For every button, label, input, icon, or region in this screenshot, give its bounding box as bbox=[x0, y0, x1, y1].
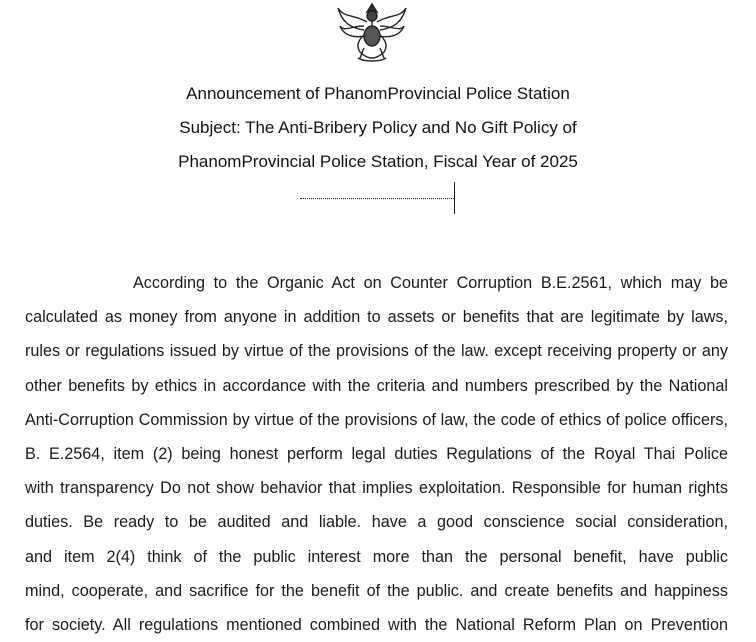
body-line: and item 2(4) think of the public interest more than the personal benefit, have public bbox=[25, 547, 728, 566]
body-line: rules or regulations issued by virtue of the provisions of the law. except receiving property or any bbox=[25, 342, 728, 361]
body-line: calculated as money from anyone in addition to assets or benefits that are legitimate by laws, bbox=[25, 308, 728, 327]
body-line: duties. Be ready to be audited and liable. have a good conscience social consideration, bbox=[25, 513, 728, 532]
announcement-body[interactable] bbox=[25, 266, 728, 642]
announcement-heading bbox=[0, 77, 756, 179]
body-line: mind, cooperate, and sacrifice for the benefit of the public. and create benefits and happiness bbox=[25, 581, 728, 600]
text-cursor bbox=[454, 182, 455, 214]
body-line: B. E.2564, item (2) being honest perform legal duties Regulations of the Royal Thai Police bbox=[25, 444, 728, 463]
body-line: for society. All regulations mentioned combined with the National Reform Plan on Prevention bbox=[25, 615, 728, 634]
body-line: other benefits by ethics in accordance with the criteria and numbers prescribed by the National bbox=[25, 376, 728, 395]
garuda-emblem-icon bbox=[334, 0, 410, 64]
body-line: with transparency Do not show behavior that implies exploitation. Responsible for human rights bbox=[25, 479, 728, 498]
dotted-separator bbox=[300, 198, 454, 199]
heading-line-3: PhanomProvincial Police Station, Fiscal Year of 2025 bbox=[178, 152, 578, 171]
heading-line-1: Announcement of PhanomProvincial Police Station bbox=[186, 84, 570, 103]
body-line: Anti-Corruption Commission by virtue of the provisions of law, the code of ethics of police officers, bbox=[25, 410, 728, 429]
body-line: According to the Organic Act on Counter Corruption B.E.2561, which may be bbox=[133, 274, 728, 292]
heading-line-2: Subject: The Anti-Bribery Policy and No Gift Policy of bbox=[179, 118, 577, 137]
